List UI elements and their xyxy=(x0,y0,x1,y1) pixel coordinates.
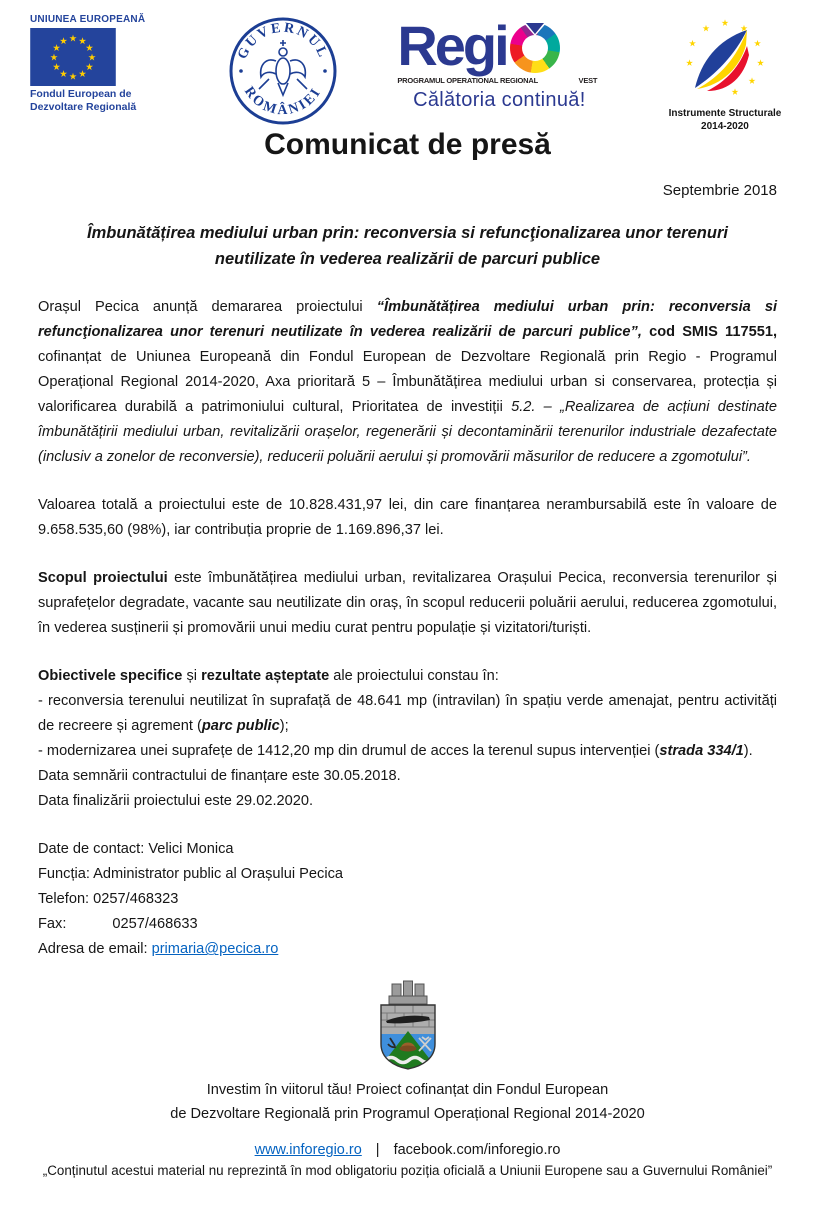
paragraph-project-announcement: Orașul Pecica anunță demararea proiectului “Îmbunătățirea mediului urban prin: reconversia si refuncţionalizarea unor terenuri neutilizate în vederea realizării de parcuri publice”, cod SMIS 117551, cofinanțat de Uniunea Europeană din Fondul European de Dezvoltare Regională prin Regio - Programul Operațional Regional 2014-2020, Axa prioritară 5 – Îmbunătățirea mediului urban si conservarea, protecția și valorificarea durabilă a patrimoniului cultural, Prioritatea de investiții 5.2. – „Realizarea de acțiuni destinate îmbunătățirii mediului urban, revitalizării orașelor, regenerării și decontaminării terenurilor industriale dezafectate (inclusiv a zonelor de reconversie), reducerii poluării aerului și promovării măsurilor de reducere a zgomotului”. xyxy=(38,299,777,466)
funding-statement xyxy=(0,1078,815,1126)
contact-role: Funcția: Administrator public al Orașului Pecica xyxy=(38,866,343,883)
eu-flag-logo xyxy=(30,14,168,114)
structural-instruments-icon xyxy=(665,18,785,100)
eu-logo-title: UNIUNEA EUROPEANĂ xyxy=(30,14,146,25)
eu-logo-subtitle-2: Dezvoltare Regională xyxy=(30,101,137,114)
structural-instruments-label: Instrumente Structurale xyxy=(668,108,782,119)
regio-region-label: VEST xyxy=(578,76,598,85)
funding-statement-line-1: Investim în viitorul tău! Proiect cofinanțat din Fondul European xyxy=(206,1082,609,1099)
funding-statement-line-2: de Dezvoltare Regională prin Programul Operațional Regional 2014-2020 xyxy=(170,1106,645,1123)
fax-label: Fax: xyxy=(38,916,67,933)
contact-section xyxy=(38,837,777,962)
contact-email-line xyxy=(38,937,777,962)
facebook-text: facebook.com/inforegio.ro xyxy=(393,1142,561,1159)
objectives-intro: Obiectivele specifice și rezultate așteptate ale proiectului constau în: xyxy=(38,668,499,685)
footer-links xyxy=(0,1142,815,1158)
eu-logo-subtitle-1: Fondul European de xyxy=(30,88,132,100)
mural-crown-icon xyxy=(389,981,427,1004)
regio-logo xyxy=(397,14,601,112)
paragraph-project-purpose: Scopul proiectului este îmbunătățirea mediului urban, revitalizarea Orașului Pecica, reconversia terenurilor și suprafețelor degradate, vacante sau neutilizate din oraș, în scopul reducerii poluării aerului, reducerea zgomotului, în vederea susținerii și promovării unui mediu curat pentru populație și vizitatori/turiști. xyxy=(38,570,777,637)
fax-value: 0257/468633 xyxy=(112,916,198,933)
pecica-coat-of-arms xyxy=(0,976,815,1076)
gov-seal-text-top: GUVERNUL xyxy=(234,20,331,62)
project-completion-date: Data finalizării proiectului este 29.02.2020. xyxy=(38,793,314,810)
eagle-icon xyxy=(259,40,307,95)
inforegio-link[interactable]: www.inforegio.ro xyxy=(254,1142,362,1159)
project-title-heading: Îmbunătățirea mediului urban prin: reconversia si refuncţionalizarea unor terenuri neutilizate în vederea realizării de parcuri publice xyxy=(87,224,728,268)
regio-tagline: Călătoria continuă! xyxy=(413,89,586,111)
romanian-government-seal xyxy=(228,16,338,131)
objectives-section xyxy=(38,664,777,814)
link-separator: | xyxy=(375,1142,380,1159)
contact-phone: Telefon: 0257/468323 xyxy=(38,891,179,908)
objective-item-1: - reconversia terenului neutilizat în suprafață de 48.641 mp (intravilan) în spațiu verde amenajat, pentru activități de recreere și agrement (parc public); xyxy=(38,693,777,735)
objective-item-2: - modernizarea unei suprafețe de 1412,20 mp din drumul de acces la terenul supus intervenției (strada 334/1). xyxy=(38,743,753,760)
logo-header xyxy=(0,0,815,132)
contract-signing-date: Data semnării contractului de finanțare este 30.05.2018. xyxy=(38,768,401,785)
disclaimer-text: „Conținutul acestui material nu reprezintă în mod obligatoriu poziția oficială a Uniunii Europene sau a Guvernului României” xyxy=(42,1163,773,1179)
page-title: Comunicat de presă xyxy=(264,128,551,161)
paragraph-project-value: Valoarea totală a proiectului este de 10.828.431,97 lei, din care finanțarea nerambursabilă este în valoare de 9.658.535,60 (98%), iar contribuția proprie de 1.169.896,37 lei. xyxy=(38,497,777,539)
eu-flag-icon xyxy=(30,28,116,86)
regio-wordmark: Regi xyxy=(397,14,507,77)
contact-fax xyxy=(38,912,777,937)
gov-seal-text-bottom: ROMÂNIEI xyxy=(240,84,325,119)
contact-name: Date de contact: Velici Monica xyxy=(38,841,234,858)
email-label: Adresa de email: xyxy=(38,941,152,958)
structural-instruments-logo xyxy=(661,18,789,133)
email-link[interactable]: primaria@pecica.ro xyxy=(151,941,279,958)
regio-program-label: PROGRAMUL OPERATIONAL REGIONAL xyxy=(397,76,538,85)
regio-o-icon xyxy=(510,23,560,73)
structural-instruments-period: 2014-2020 xyxy=(701,121,749,132)
document-date: Septembrie 2018 xyxy=(662,182,777,200)
